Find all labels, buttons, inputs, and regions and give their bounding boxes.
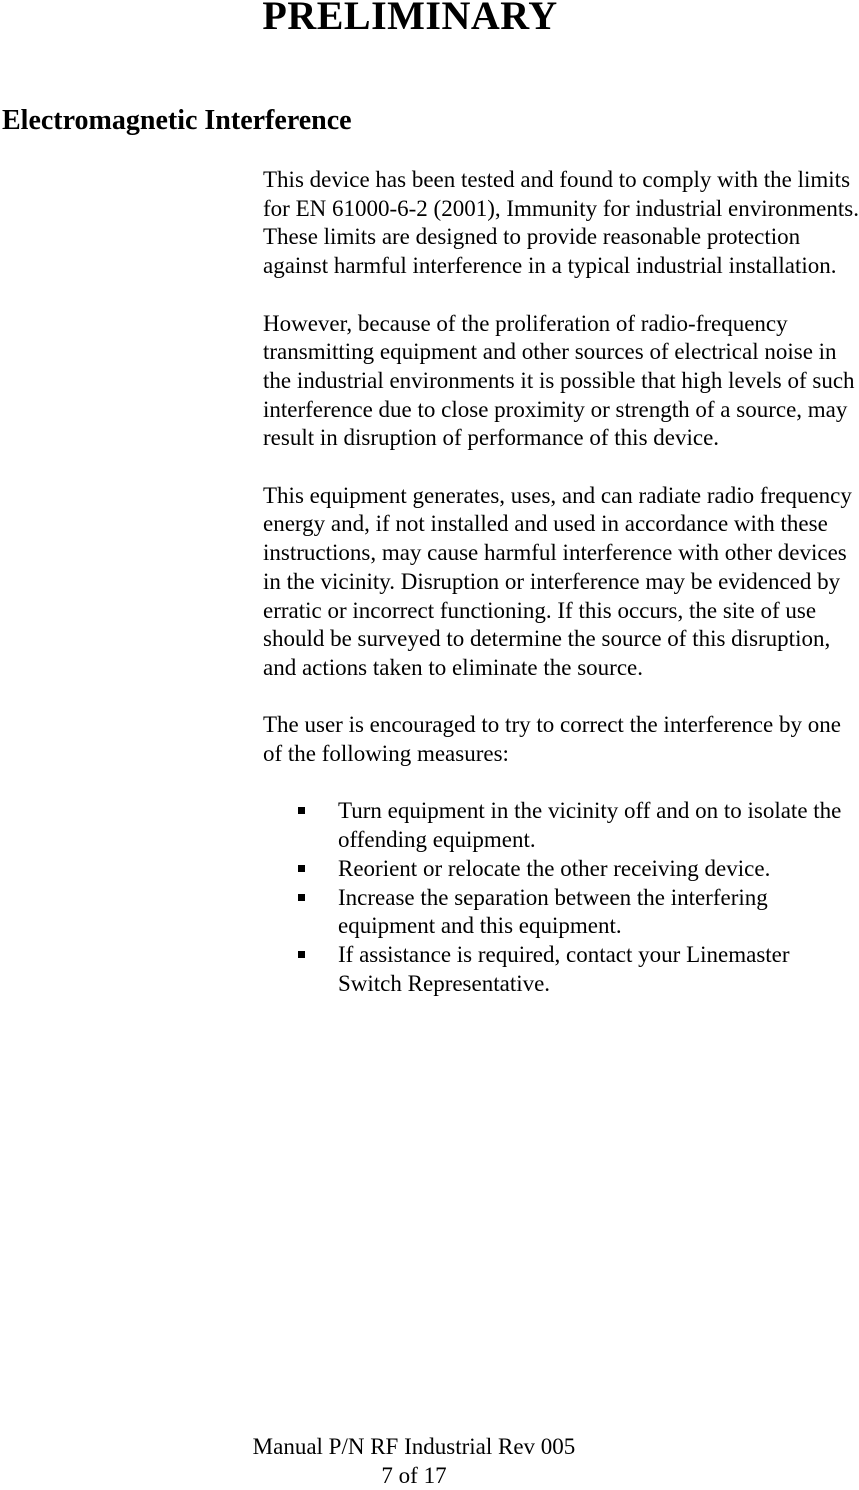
section-title: Electromagnetic Interference — [2, 105, 352, 136]
square-bullet-icon — [298, 865, 305, 872]
paragraph-compliance: This device has been tested and found to comply with the limits for EN 61000-6-2 (2001), Immunity for industrial environments. These limits are designed to provide reasonable protection against harmful interference in a typical industrial installation. — [263, 167, 859, 279]
list-item-text: Reorient or relocate the other receiving device. — [338, 855, 771, 881]
list-item-text: If assistance is required, contact your Linemaster Switch Representative. — [338, 941, 790, 996]
list-item — [263, 797, 859, 854]
list-item — [263, 884, 859, 941]
square-bullet-icon — [298, 951, 305, 958]
page-footer — [0, 1433, 828, 1490]
square-bullet-icon — [298, 894, 305, 901]
list-item-text: Increase the separation between the interfering equipment and this equipment. — [338, 884, 768, 939]
list-item — [263, 941, 859, 998]
square-bullet-icon — [298, 807, 305, 814]
paragraph-rf-noise: However, because of the proliferation of radio-frequency transmitting equipment and other sources of electrical noise in the industrial environments it is possible that high levels of such interference due to close proximity or strength of a source, may result in disruption of performance of this device. — [263, 310, 855, 451]
section-body — [263, 166, 859, 998]
manual-part-number: Manual P/N RF Industrial Rev 005 — [252, 1434, 576, 1459]
measures-list — [263, 797, 859, 998]
list-item-text: Turn equipment in the vicinity off and on to isolate the offending equipment. — [338, 798, 842, 853]
list-item — [263, 855, 859, 884]
paragraph-interference: This equipment generates, uses, and can radiate radio frequency energy and, if not installed and used in accordance with these instructions, may cause harmful interference with other devices in the vicinity. Disruption or interference may be evidenced by erratic or incorrect functioning. If this occurs, the site of use should be surveyed to determine the source of this disruption, and actions taken to eliminate the source. — [263, 482, 852, 680]
paragraph-measures-intro: The user is encouraged to try to correct the interference by one of the following measures: — [263, 712, 841, 767]
preliminary-banner: PRELIMINARY — [262, 0, 558, 38]
page-number: 7 of 17 — [381, 1462, 447, 1488]
